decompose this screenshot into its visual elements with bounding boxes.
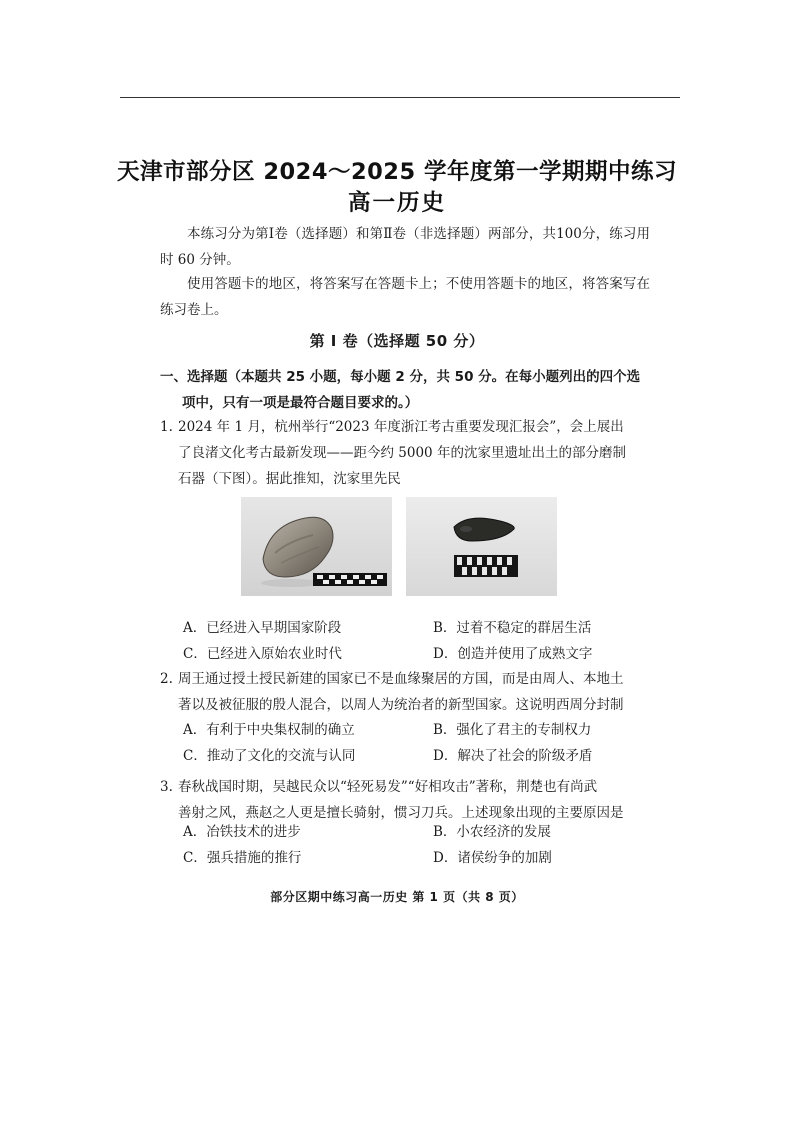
question-line bbox=[160, 666, 650, 692]
option-a: A．有利于中央集权制的确立 bbox=[183, 722, 355, 738]
stone-tool-photo-2-drawing bbox=[406, 497, 557, 596]
option-row bbox=[183, 615, 653, 641]
question-line: 著以及被征服的殷人混合，以周人为统治者的新型国家。这说明西周分封制 bbox=[178, 697, 624, 713]
option-b: B．小农经济的发展 bbox=[433, 824, 551, 840]
top-rule bbox=[120, 97, 680, 98]
option-row bbox=[183, 845, 653, 871]
option-d: D．创造并使用了成熟文字 bbox=[433, 646, 593, 662]
option-row bbox=[183, 743, 653, 769]
option-row bbox=[183, 717, 653, 743]
page-subtitle: 高一历史 bbox=[347, 190, 446, 216]
option-row bbox=[183, 819, 653, 845]
stone-tool-photo-2 bbox=[406, 497, 557, 596]
option-b: B．强化了君主的专制权力 bbox=[433, 722, 592, 738]
question-text: 春秋战国时期，吴越民众以“轻死易发”“好相攻击”著称，荆楚也有尚武 bbox=[178, 779, 598, 795]
section-heading: 第 Ⅰ 卷（选择题 50 分） bbox=[309, 332, 485, 350]
question-1-options bbox=[183, 615, 653, 667]
option-c: C．已经进入原始农业时代 bbox=[183, 646, 342, 662]
option-d: D．解决了社会的阶级矛盾 bbox=[433, 748, 593, 764]
question-number: 1. bbox=[160, 419, 173, 435]
page-title: 天津市部分区 2024～2025 学年度第一学期期中练习 bbox=[117, 159, 677, 185]
question-2 bbox=[160, 666, 650, 718]
question-line bbox=[160, 414, 650, 440]
question-2-options bbox=[183, 717, 653, 769]
question-line bbox=[160, 774, 650, 800]
option-b: B．过着不稳定的群居生活 bbox=[433, 620, 592, 636]
section-instruction bbox=[160, 364, 650, 416]
option-row bbox=[183, 641, 653, 667]
question-number: 3. bbox=[160, 779, 173, 795]
question-1 bbox=[160, 414, 650, 492]
question-line: 石器（下图）。据此推知，沈家里先民 bbox=[178, 471, 401, 487]
option-c: C．强兵措施的推行 bbox=[183, 850, 302, 866]
instruction-line-2: 项中，只有一项是最符合题目要求的。） bbox=[182, 395, 419, 411]
intro-paragraph-2: 使用答题卡的地区，将答案写在答题卡上；不使用答题卡的地区，将答案写在练习卷上。 bbox=[160, 276, 650, 318]
instruction-line-1: 一、选择题（本题共 25 小题，每小题 2 分，共 50 分。在每小题列出的四个选 bbox=[160, 369, 641, 385]
question-3-options bbox=[183, 819, 653, 871]
question-text: 周王通过授土授民新建的国家已不是血缘聚居的方国，而是由周人、本地土 bbox=[178, 671, 624, 687]
question-line: 了良渚文化考古最新发现——距今约 5000 年的沈家里遗址出土的部分磨制 bbox=[178, 445, 626, 461]
stone-tool-photo-1 bbox=[241, 497, 392, 596]
stone-tool-photo-1-drawing bbox=[241, 497, 392, 596]
question-line: 善射之风，燕赵之人更是擅长骑射，惯习刀兵。上述现象出现的主要原因是 bbox=[178, 805, 624, 821]
option-a: A．已经进入早期国家阶段 bbox=[183, 620, 342, 636]
option-d: D．诸侯纷争的加剧 bbox=[433, 850, 552, 866]
option-a: A．冶铁技术的进步 bbox=[183, 824, 301, 840]
option-c: C．推动了文化的交流与认同 bbox=[183, 748, 356, 764]
question-text: 2024 年 1 月，杭州举行“2023 年度浙江考古重要发现汇报会”，会上展出 bbox=[178, 419, 624, 435]
question-number: 2. bbox=[160, 671, 173, 687]
intro-paragraph-1: 本练习分为第Ⅰ卷（选择题）和第Ⅱ卷（非选择题）两部分，共100分，练习用时 60 分钟。 bbox=[160, 226, 650, 268]
page-footer: 部分区期中练习高一历史 第 1 页（共 8 页） bbox=[270, 890, 524, 904]
